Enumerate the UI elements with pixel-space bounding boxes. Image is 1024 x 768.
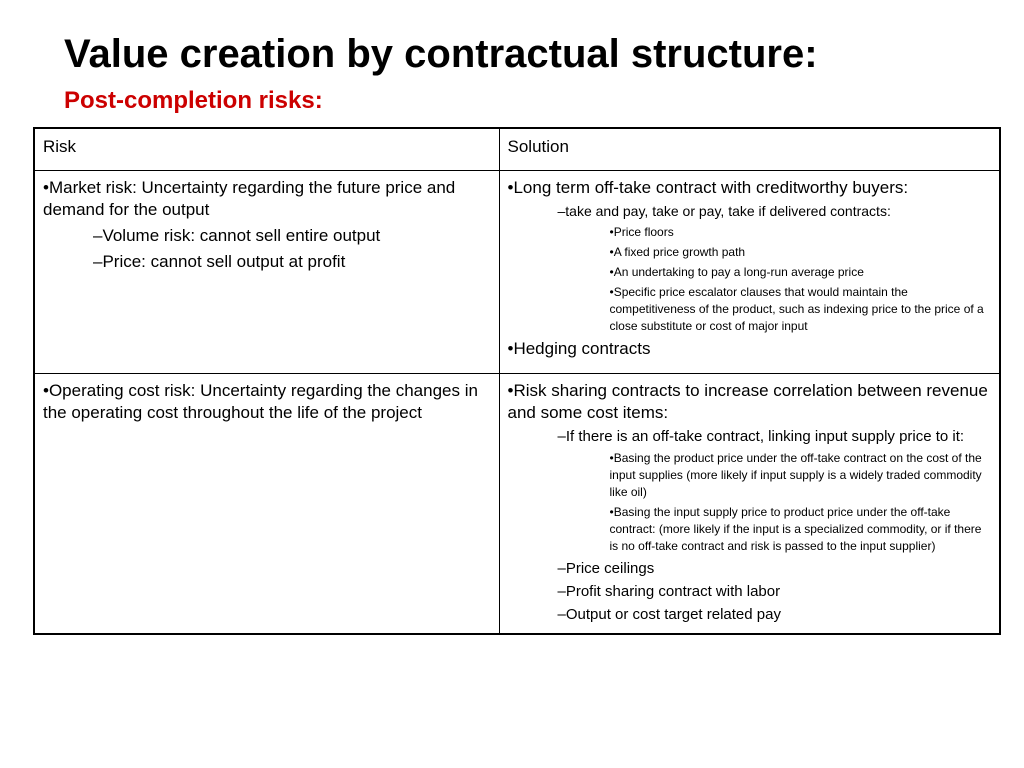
risk-sub: –Price: cannot sell output at profit — [93, 251, 346, 271]
header-risk: Risk — [34, 128, 499, 170]
solution-bullet: •Basing the product price under the off-take contract on the cost of the input supplies (more likely if input supply is a widely traded commodity like oil) — [609, 450, 982, 499]
slide-subtitle: Post-completion risks: — [64, 87, 323, 114]
risk-cell — [34, 373, 499, 634]
solution-sub: –take and pay, take or pay, take if delivered contracts: — [557, 202, 891, 219]
solution-bullet: •Price floors — [609, 224, 674, 239]
solution-main: •Risk sharing contracts to increase correlation between revenue and some cost items: — [507, 380, 988, 422]
solution-bullet: •Basing the input supply price to product price under the off-take contract: (more likely if the input is a specialized commodity, or if there is no off-take contract and risk is passed to the input supplier) — [609, 504, 982, 553]
solution-main: •Long term off-take contract with creditworthy buyers: — [507, 177, 909, 197]
risk-cell — [34, 170, 499, 373]
solution-cell — [499, 170, 1000, 373]
solution-sub: –Price ceilings — [557, 559, 655, 577]
solution-cell — [499, 373, 1000, 634]
solution-sub: –If there is an off-take contract, linking input supply price to it: — [557, 427, 965, 445]
solution-sub: –Output or cost target related pay — [557, 605, 781, 623]
solution-bullet: •A fixed price growth path — [609, 244, 746, 259]
solution-sub: –Profit sharing contract with labor — [557, 582, 781, 600]
header-solution: Solution — [499, 128, 1000, 170]
risk-main: •Operating cost risk: Uncertainty regarding the changes in the operating cost throughout the life of the project — [43, 380, 478, 422]
solution-bullet: •Specific price escalator clauses that would maintain the competitiveness of the product, such as indexing price to the price of a close substitute or cost of major input — [609, 284, 984, 333]
table-row — [34, 170, 1000, 373]
table-header-row — [34, 128, 1000, 170]
solution-main: •Hedging contracts — [507, 338, 651, 358]
risk-solution-table — [33, 127, 1001, 635]
table-row — [34, 373, 1000, 634]
risk-sub: –Volume risk: cannot sell entire output — [93, 225, 381, 245]
slide-title: Value creation by contractual structure: — [64, 32, 818, 76]
solution-bullet: •An undertaking to pay a long-run average price — [609, 264, 864, 279]
risk-main: •Market risk: Uncertainty regarding the future price and demand for the output — [43, 177, 456, 219]
